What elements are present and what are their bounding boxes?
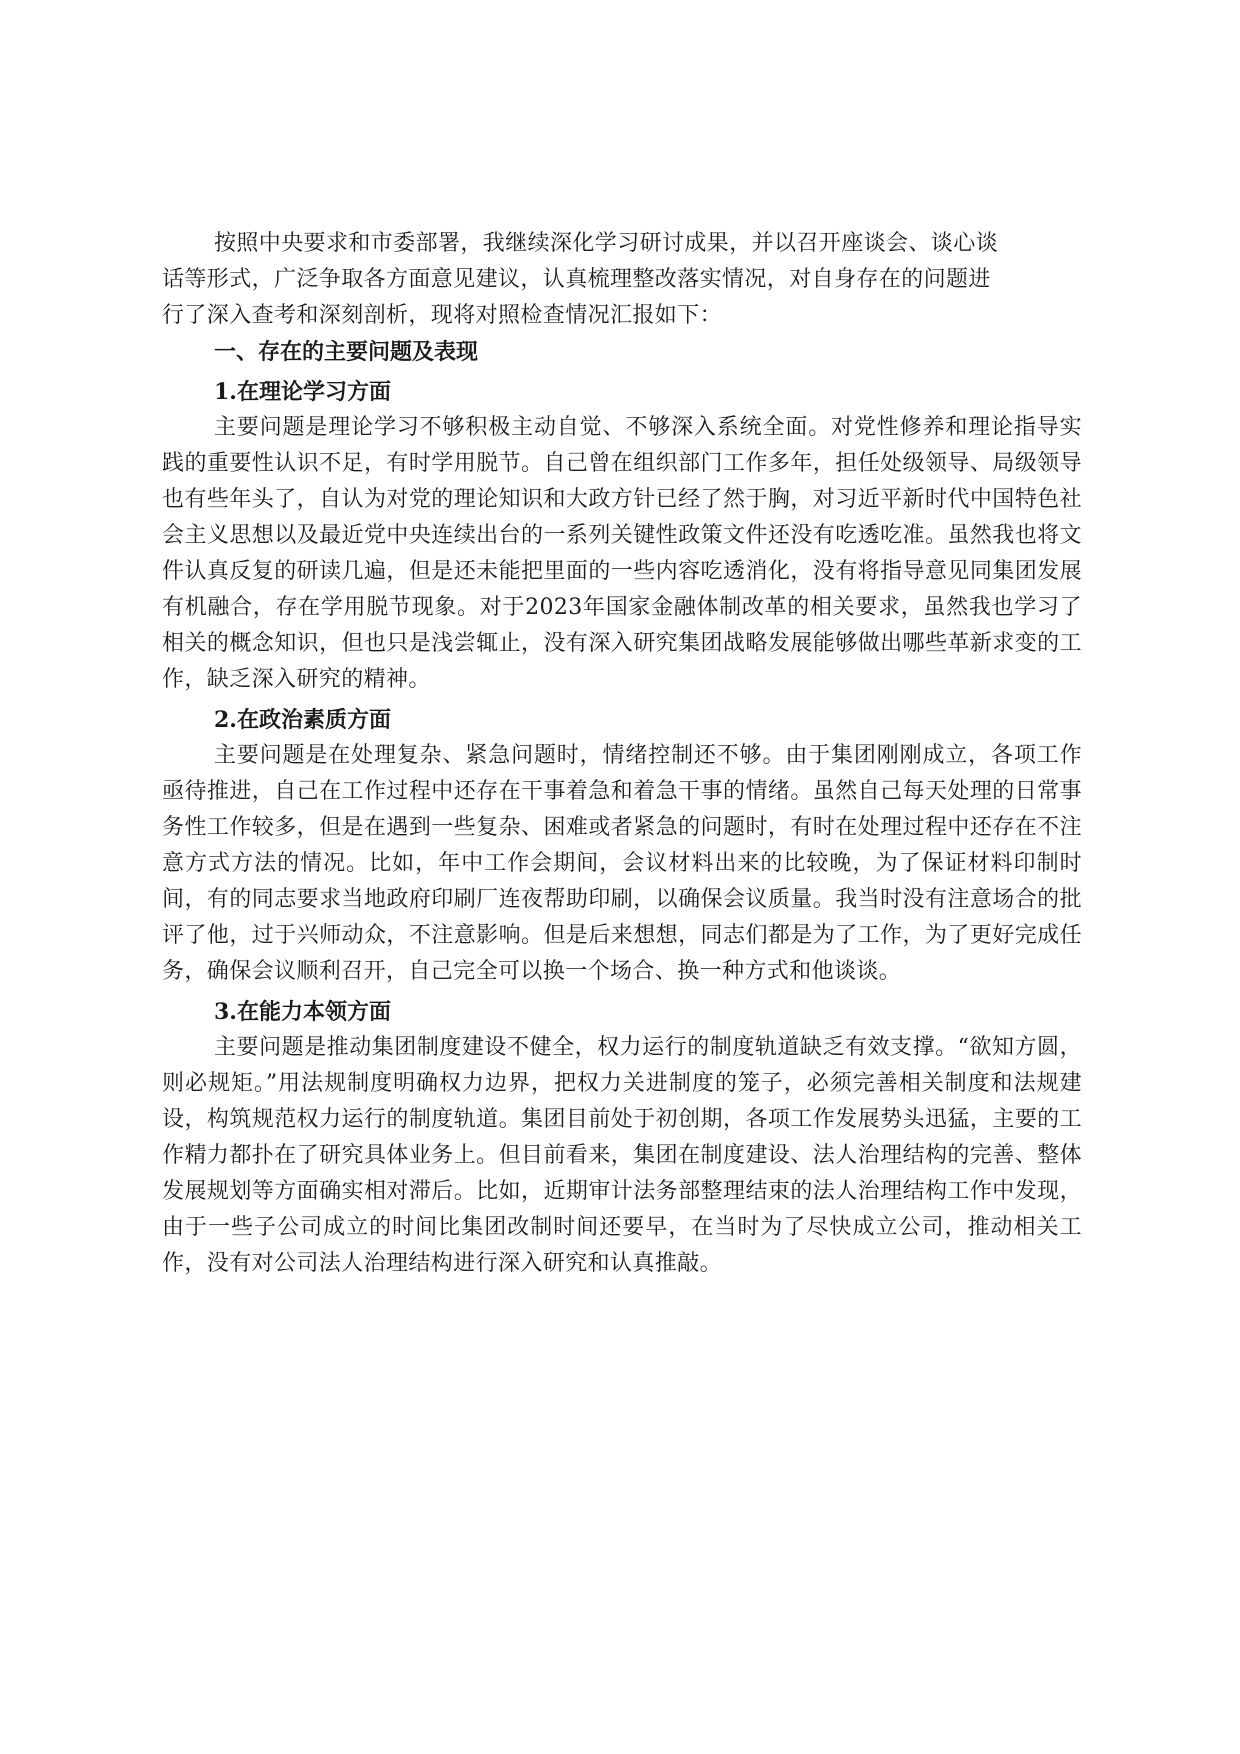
paragraph-politics: 主要问题是在处理复杂、紧急问题时，情绪控制还不够。由于集团刚刚成立，各项工作亟待推进，自己在工作过程中还存在干事着急和着急干事的情绪。虽然自己每天处理的日常事务性工作较多，但是在遇到一些复杂、困难或者紧急的问题时，有时在处理过程中还存在不注意方式方法的情况。比如，年中工作会期间，会议材料出来的比较晚，为了保证材料印制时间，有的同志要求当地政府印刷厂连夜帮助印刷，以确保会议质量。我当时没有注意场合的批评了他，过于兴师动众，不注意影响。但是后来想想，同志们都是为了工作，为了更好完成任务，确保会议顺利召开，自己完全可以换一个场合、换一种方式和他谈谈。 bbox=[162, 743, 1082, 984]
intro-line-2: 话等形式，广泛争取各方面意见建议，认真梳理整改落实情况，对自身存在的问题进 bbox=[162, 267, 991, 292]
paragraph-ability: 主要问题是推动集团制度建设不健全，权力运行的制度轨道缺乏有效支撑。“欲知方圆，则必规矩。”用法规制度明确权力边界，把权力关进制度的笼子，必须完善相关制度和法规建设，构筑规范权力运行的制度轨道。集团目前处于初创期，各项工作发展势头迅猛，主要的工作精力都扑在了研究具体业务上。但目前看来，集团在制度建设、法人治理结构的完善、整体发展规划等方面确实相对滞后。比如，近期审计法务部整理结束的法人治理结构工作中发现，由于一些子公司成立的时间比集团改制时间还要早，在当时为了尽快成立公司，推动相关工作，没有对公司法人治理结构进行深入研究和认真推敲。 bbox=[162, 1035, 1082, 1276]
intro-line-1: 按照中央要求和市委部署，我继续深化学习研讨成果，并以召开座谈会、谈心谈 bbox=[214, 231, 999, 256]
paragraph-theory: 主要问题是理论学习不够积极主动自觉、不够深入系统全面。对党性修养和理论指导实践的重要性认识不足，有时学用脱节。自己曾在组织部门工作多年，担任处级领导、局级领导也有些年头了，自认为对党的理论知识和大政方针已经了然于胸，对习近平新时代中国特色社会主义思想以及最近党中央连续出台的一系列关键性政策文件还没有吃透吃准。虽然我也将文件认真反复的研读几遍，但是还未能把里面的一些内容吃透消化，没有将指导意见同集团发展有机融合，存在学用脱节现象。对于2023年国家金融体制改革的相关要求，虽然我也学习了相关的概念知识，但也只是浅尝辄止，没有深入研究集团战略发展能够做出哪些革新求变的工作，缺乏深入研究的精神。 bbox=[162, 415, 1082, 692]
intro-line-3: 行了深入查考和深刻剖析，现将对照检查情况汇报如下： bbox=[162, 303, 723, 328]
subsection-title-politics: 2.在政治素质方面 bbox=[214, 707, 391, 733]
subsection-title-ability: 3.在能力本领方面 bbox=[214, 999, 391, 1025]
document-page bbox=[162, 226, 1082, 1286]
section-heading: 一、存在的主要问题及表现 bbox=[214, 339, 479, 365]
subsection-title-theory: 1.在理论学习方面 bbox=[214, 379, 391, 405]
